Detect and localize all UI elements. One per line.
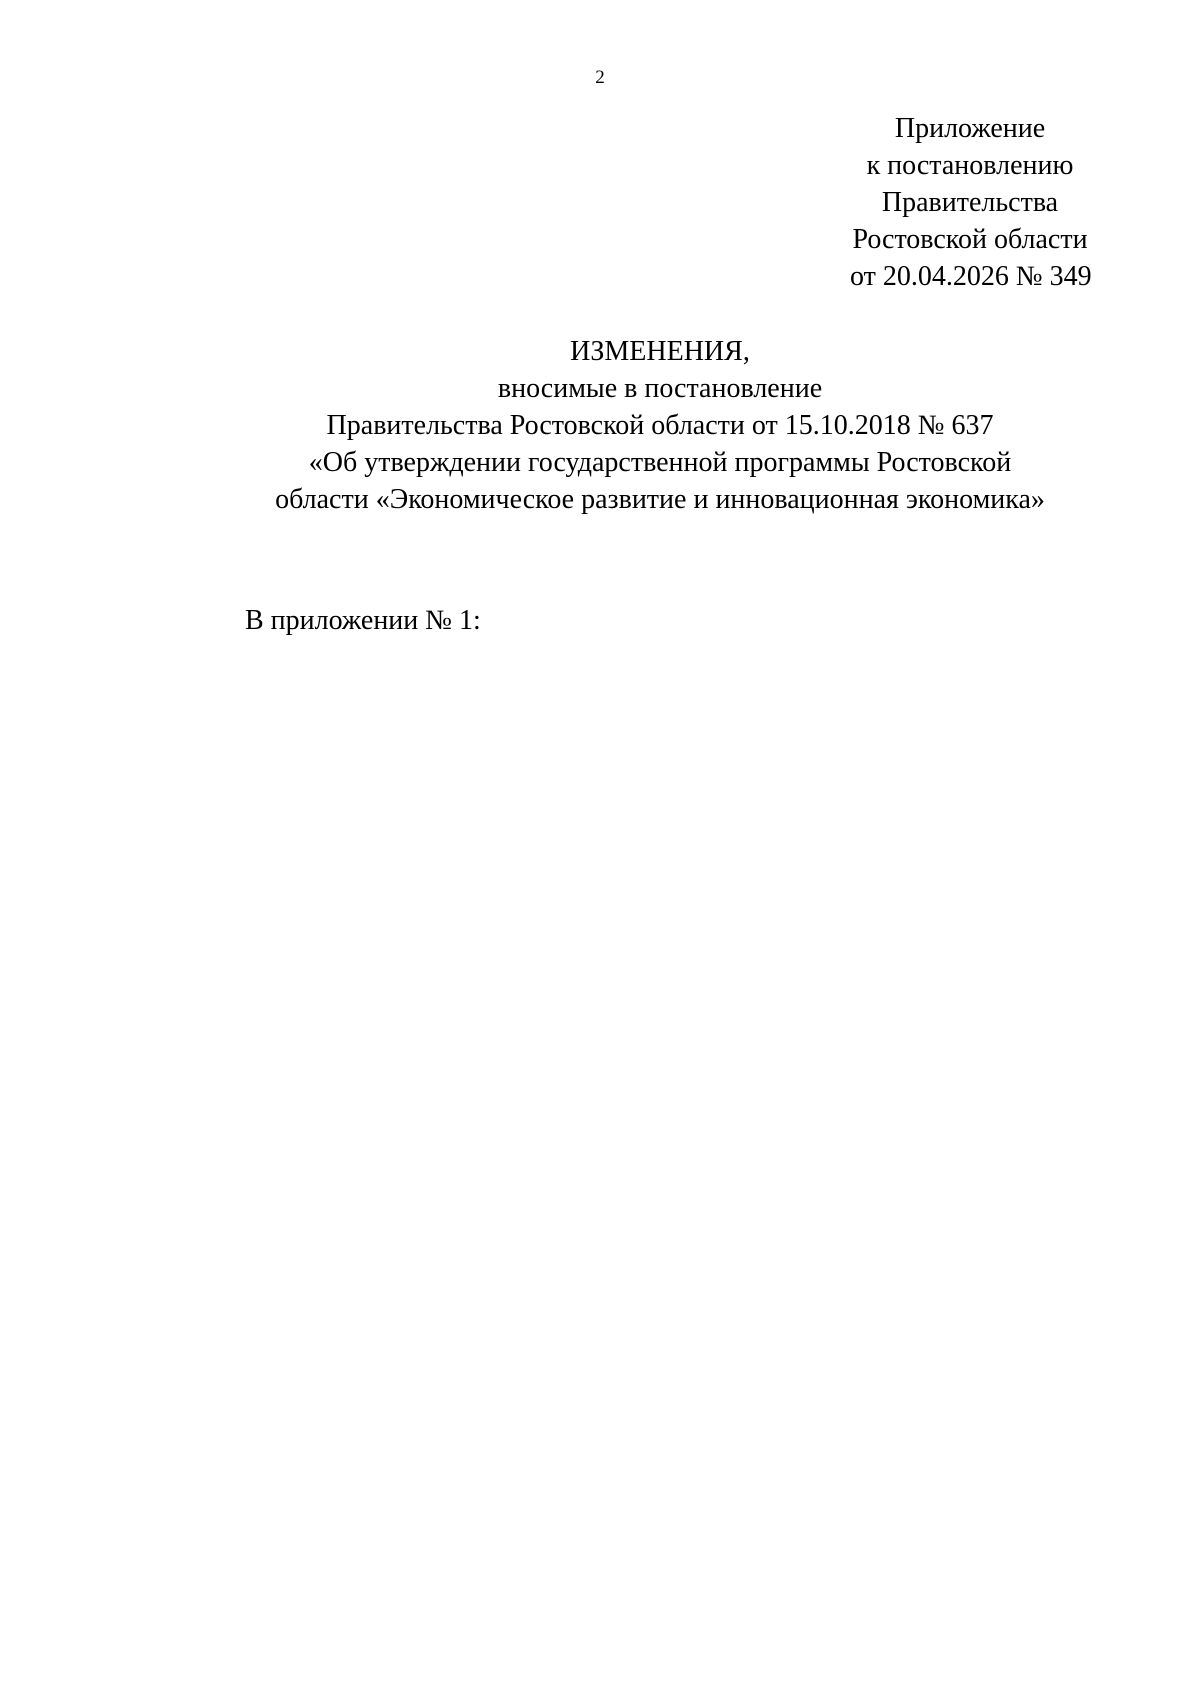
title-line-3: «Об утверждении государственной программы Ростовской: [308, 447, 1012, 478]
title-line-2: Правительства Ростовской области от 15.10.2018 № 637: [326, 410, 994, 441]
page-number: 2: [595, 67, 605, 88]
title-line-4: области «Экономическое развитие и инновационная экономика»: [275, 484, 1045, 515]
appendix-date-number: от 20.04.2026 № 349: [850, 261, 1092, 292]
title-heading: ИЗМЕНЕНИЯ,: [570, 336, 750, 367]
body-paragraph: В приложении № 1:: [245, 605, 481, 636]
title-line-1: вносимые в постановление: [497, 373, 823, 404]
appendix-region: Ростовской области: [852, 224, 1088, 255]
appendix-government: Правительства: [881, 187, 1059, 218]
appendix-resolution-ref: к постановлению: [866, 150, 1074, 181]
document-title: [160, 333, 1160, 518]
appendix-header: [850, 110, 1090, 295]
appendix-label: Приложение: [894, 113, 1046, 144]
